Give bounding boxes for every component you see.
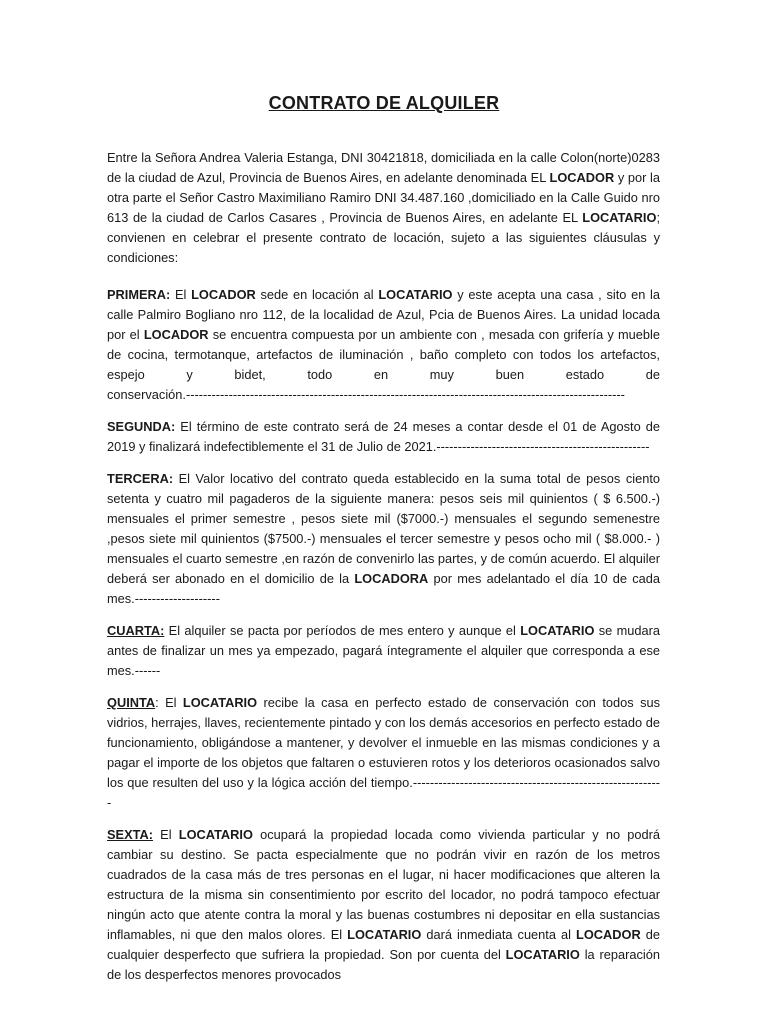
intro-text: y por la otra parte el Señor Castro Maximiliano Ramiro DNI 34.487.160 ,domiciliado en la Calle Guido nro 613 de la ciudad de Carlos Casares , Provincia de Buenos Aires, en adelante EL bbox=[107, 170, 660, 225]
clause-sexta bbox=[107, 825, 660, 985]
intro-text: Entre la Señora Andrea Valeria Estanga, DNI 30421818, domiciliada en la calle Colon(norte)0283 de la ciudad de Azul, Provincia de Buenos Aires, en adelante denominada EL bbox=[107, 150, 660, 185]
clause-text: se mudara antes de finalizar un mes ya empezado, pagará íntegramente el alquiler que corresponda a ese mes.------ bbox=[107, 623, 660, 678]
locatario-term: LOCATARIO bbox=[347, 927, 422, 942]
clause-text: por mes adelantado el día 10 de cada mes.-------------------- bbox=[107, 571, 661, 606]
clause-text: sede en locación al bbox=[255, 287, 379, 302]
locatario-term: LOCATARIO bbox=[178, 827, 253, 842]
clause-text: El Valor locativo del contrato queda establecido en la suma total de pesos ciento setenta y cuatro mil pagaderos de la siguiente manera: pesos seis mil quinientos ( $ 6.500.-) mensuales el primer semestre , pesos siete mil ($7000.-) mensuales el segundo semenestre ,pesos siete mil quinientos ($7500.-) mensuales el tercer semestre y pesos ocho mil ( $8.000.- ) mensuales el cuarto semestre ,en razón de convenirlo las partes, y de común acuerdo. El alquiler deberá ser abonado en el domicilio de la bbox=[107, 471, 660, 586]
clause-heading: CUARTA: bbox=[107, 623, 165, 638]
clause-text: El término de este contrato será de 24 meses a contar desde el 01 de Agosto de 2019 y finalizará indefectiblemente el 31 de Julio de 2021.-------------------------------------------------- bbox=[107, 419, 660, 454]
locador-term: LOCADOR bbox=[576, 927, 641, 942]
clause-quinta bbox=[107, 693, 660, 813]
document-body bbox=[107, 148, 660, 997]
clause-text: de cualquier desperfecto que sufriera la propiedad. Son por cuenta del bbox=[107, 927, 660, 962]
clause-text: : El bbox=[155, 695, 183, 710]
clause-text: se encuentra compuesta por un ambiente con , mesada con grifería y mueble de cocina, termotanque, artefactos de iluminación , baño completo con todos los artefactos, espejo y bidet, todo en muy buen estado de bbox=[107, 327, 660, 382]
locatario-term: LOCATARIO bbox=[520, 623, 595, 638]
clause-heading: PRIMERA: bbox=[107, 287, 171, 302]
locatario-term: LOCATARIO bbox=[182, 695, 258, 710]
clause-text: y este acepta una casa , sito en la calle Palmiro Bogliano nro 112, de la localidad de Azul, Pcia de Buenos Aires. La unidad locada por el bbox=[107, 287, 661, 342]
clause-heading: SEXTA: bbox=[107, 827, 153, 842]
clause-heading: SEGUNDA: bbox=[107, 419, 176, 434]
intro-paragraph bbox=[107, 148, 660, 268]
clause-text: El bbox=[170, 287, 192, 302]
locador-term: LOCADOR bbox=[143, 327, 209, 342]
clause-cuarta bbox=[107, 621, 660, 681]
document-title: CONTRATO DE ALQUILER bbox=[268, 93, 500, 113]
clause-primera bbox=[107, 285, 660, 405]
locadora-term: LOCADORA bbox=[354, 571, 429, 586]
clause-text: conservación.------------------------------------------------------------------------------------------------------- bbox=[107, 387, 625, 402]
clause-text: dará inmediata cuenta al bbox=[421, 927, 577, 942]
locador-term: LOCADOR bbox=[191, 287, 256, 302]
clause-heading: TERCERA: bbox=[107, 471, 174, 486]
clause-tercera bbox=[107, 469, 660, 609]
intro-text: ; convienen en celebrar el presente contrato de locación, sujeto a las siguientes cláusulas y condiciones: bbox=[107, 210, 660, 265]
locatario-term: LOCATARIO bbox=[582, 210, 657, 225]
locatario-term: LOCATARIO bbox=[505, 947, 580, 962]
clause-text: ocupará la propiedad locada como vivienda particular y no podrá cambiar su destino. Se pacta especialmente que no podrán vivir en razón de los metros cuadrados de la casa más de tres personas en el lugar, ni hacer modificaciones que alteren la estructura de la misma sin consentimiento por escrito del locador, no podrá tampoco efectuar ningún acto que atente contra la moral y las buenas costumbres ni depositar en ella sustancias inflamables, ni que den malos olores. El bbox=[107, 827, 660, 942]
clause-text: El bbox=[152, 827, 179, 842]
locatario-term: LOCATARIO bbox=[378, 287, 453, 302]
clause-text: la reparación de los desperfectos menores provocados bbox=[107, 947, 660, 982]
clause-text: El alquiler se pacta por períodos de mes entero y aunque el bbox=[164, 623, 521, 638]
clause-text: recibe la casa en perfecto estado de conservación con todos sus vidrios, herrajes, llaves, recientemente pintado y con los demás accesorios en perfecto estado de funcionamiento, obligándose a mantener, y devolver el inmueble en las mismas condiciones y a pagar el importe de los objetos que faltaren o estuvieren rotos y los deterioros ocasionados salvo los que resulten del uso y la lógica acción del tiempo.----------------------------------------------------------- bbox=[107, 695, 660, 810]
clause-segunda bbox=[107, 417, 660, 457]
locador-term: LOCADOR bbox=[549, 170, 615, 185]
clause-heading: QUINTA bbox=[107, 695, 156, 710]
